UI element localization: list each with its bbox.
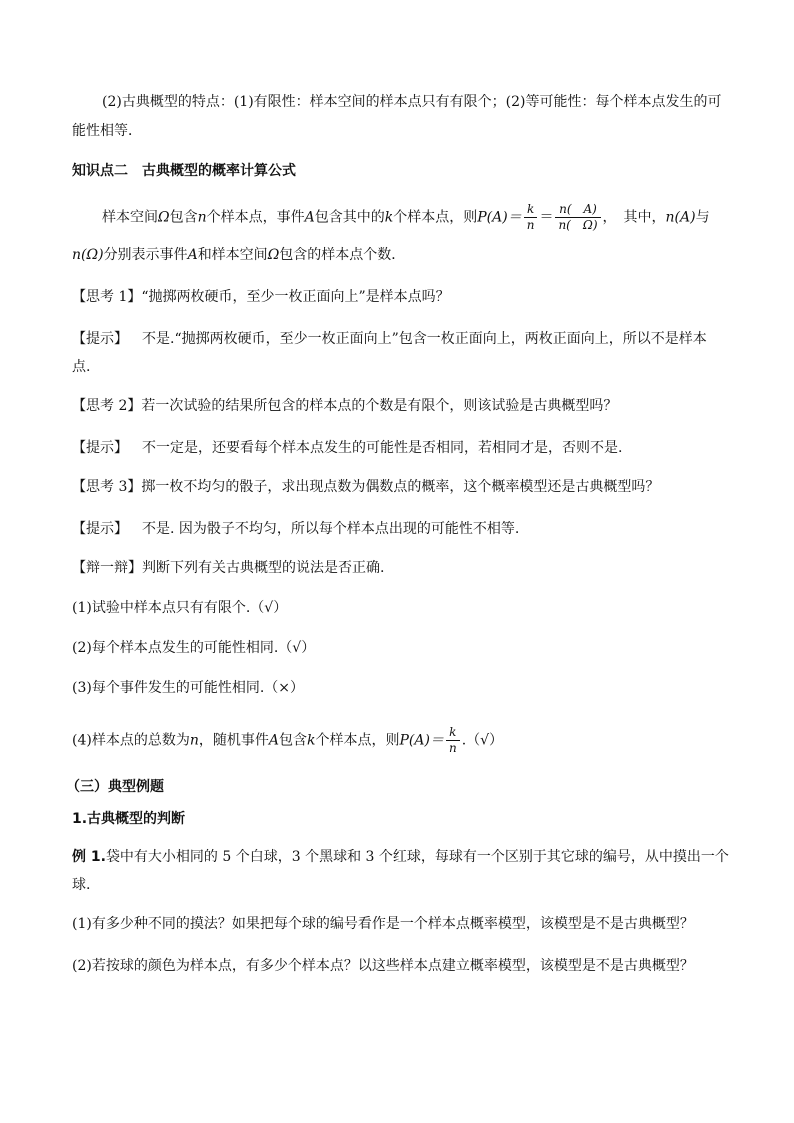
- qa-tag: 【思考 3】: [72, 479, 142, 495]
- think-1: [72, 286, 450, 308]
- section-heading-knowledge-2: 知识点二 古典概型的概率计算公式: [72, 163, 296, 179]
- formula-text4: 个样本点，则: [393, 209, 478, 226]
- var-k: k: [307, 732, 316, 749]
- formula-text1: 包含: [169, 209, 198, 226]
- qa-tag: 【提示】: [72, 440, 128, 456]
- hint-1-continued: 点.: [72, 359, 91, 375]
- hint-3: [72, 518, 519, 540]
- judge-item-1: (1)试验中样本点只有有限个.（√）: [72, 600, 288, 616]
- judge-item-2: (2)每个样本点发生的可能性相同.（√）: [72, 640, 316, 656]
- judge-heading: [72, 557, 384, 579]
- var-n: n: [197, 209, 207, 226]
- item4-mid3: 个样本点，则: [315, 732, 400, 749]
- qa-text: 掷一枚不均匀的骰子，求出现点数为偶数点的概率，这个概率模型还是古典概型吗？: [141, 479, 660, 495]
- item4-mid: ，随机事件: [198, 732, 269, 749]
- fraction-k-over-n: [446, 725, 460, 756]
- pa-expression: P(A)＝: [399, 732, 444, 749]
- example-text: 袋中有大小相同的 5 个白球，3 个黑球和 3 个红球，每球有一个区别于其它球的编号，从中摸出一个: [105, 849, 729, 865]
- qa-text: 不是. 因为骰子不均匀，所以每个样本点出现的可能性不相等.: [142, 521, 520, 537]
- qa-tag: 【提示】: [72, 331, 128, 347]
- formula-line-1: [102, 202, 710, 233]
- section-heading-examples: （三）典型例题: [66, 779, 164, 795]
- example-question-1: (1)有多少种不同的摸法？如果把每个球的编号看作是一个样本点概率模型，该模型是不是古典概型？: [72, 916, 694, 932]
- var-n: n: [189, 732, 199, 749]
- fraction-numerator: n( A): [555, 202, 600, 218]
- qa-tag: 【思考 2】: [72, 398, 142, 414]
- think-2: [72, 395, 617, 417]
- fraction-numerator: k: [524, 202, 538, 218]
- formula-lead: 样本空间: [102, 209, 158, 226]
- var-k: k: [384, 209, 394, 226]
- item4-post: .（√）: [461, 732, 504, 749]
- formula-line2-text2: 和样本空间: [197, 247, 268, 263]
- qa-tag: 【提示】: [72, 521, 128, 537]
- qa-text: “抛掷两枚硬币，至少一枚正面向上”是样本点吗？: [141, 289, 450, 305]
- pa-expression: P(A)＝: [477, 209, 522, 226]
- qa-text: 若一次试验的结果所包含的样本点的个数是有限个，则该试验是古典概型吗？: [141, 398, 618, 414]
- formula-text2: 个样本点，事件: [206, 209, 305, 226]
- item4-pre: (4)样本点的总数为: [72, 732, 190, 749]
- example-1: [72, 846, 729, 868]
- example-tag: 例 1.: [72, 849, 106, 865]
- qa-text: 不是.“抛掷两枚硬币，至少一枚正面向上”包含一枚正面向上，两枚正面向上，所以不是样本: [142, 331, 707, 347]
- nomega-expression: n(Ω): [72, 247, 104, 263]
- formula-line2-text: 分别表示事件: [103, 247, 188, 263]
- formula-tail2: 与: [695, 209, 710, 226]
- fraction-na-over-nomega: [555, 202, 600, 233]
- intro-line-1: (2)古典概型的特点：(1)有限性：样本空间的样本点只有有限个；(2)等可能性：每个样本点发生的可: [102, 94, 722, 110]
- fraction-denominator: n: [448, 741, 457, 755]
- formula-text3: 包含其中的: [314, 209, 385, 226]
- hint-2: [72, 437, 622, 459]
- formula-tail1: ， 其中，: [602, 209, 666, 226]
- judge-tag: 【辩一辩】: [72, 560, 142, 576]
- var-a: A: [187, 247, 198, 263]
- formula-line-2: [72, 244, 405, 266]
- fraction-k-over-n: [524, 202, 538, 233]
- fraction-denominator: n: [526, 218, 535, 232]
- hint-1: [72, 328, 707, 350]
- subheading-classic-judgement: 1.古典概型的判断: [72, 811, 186, 827]
- judge-text: 判断下列有关古典概型的说法是否正确.: [142, 560, 385, 576]
- equals-sign: ＝: [539, 209, 554, 226]
- var-a: A: [304, 209, 315, 226]
- fraction-numerator: k: [446, 725, 460, 741]
- qa-text: 不一定是，还要看每个样本点发生的可能性是否相同，若相同才是，否则不是.: [142, 440, 623, 456]
- formula-line2-text3: 包含的样本点个数．: [279, 247, 406, 263]
- intro-line-2: 能性相等．: [72, 123, 142, 139]
- omega-symbol: Ω: [158, 209, 170, 226]
- omega-symbol: Ω: [267, 247, 280, 263]
- example-question-2: (2)若按球的颜色为样本点，有多少个样本点？以这些样本点建立概率模型，该模型是不是古典概型？: [72, 958, 694, 974]
- qa-tag: 【思考 1】: [72, 289, 142, 305]
- think-3: [72, 476, 659, 498]
- na-expression: n(A): [665, 209, 696, 226]
- item4-mid2: 包含: [279, 732, 307, 749]
- judge-item-4: [72, 725, 503, 756]
- judge-item-3: (3)每个事件发生的可能性相同.（×）: [72, 680, 305, 696]
- fraction-denominator: n( Ω): [558, 218, 598, 232]
- example-1-continued: 球.: [72, 877, 91, 893]
- var-a: A: [268, 732, 279, 749]
